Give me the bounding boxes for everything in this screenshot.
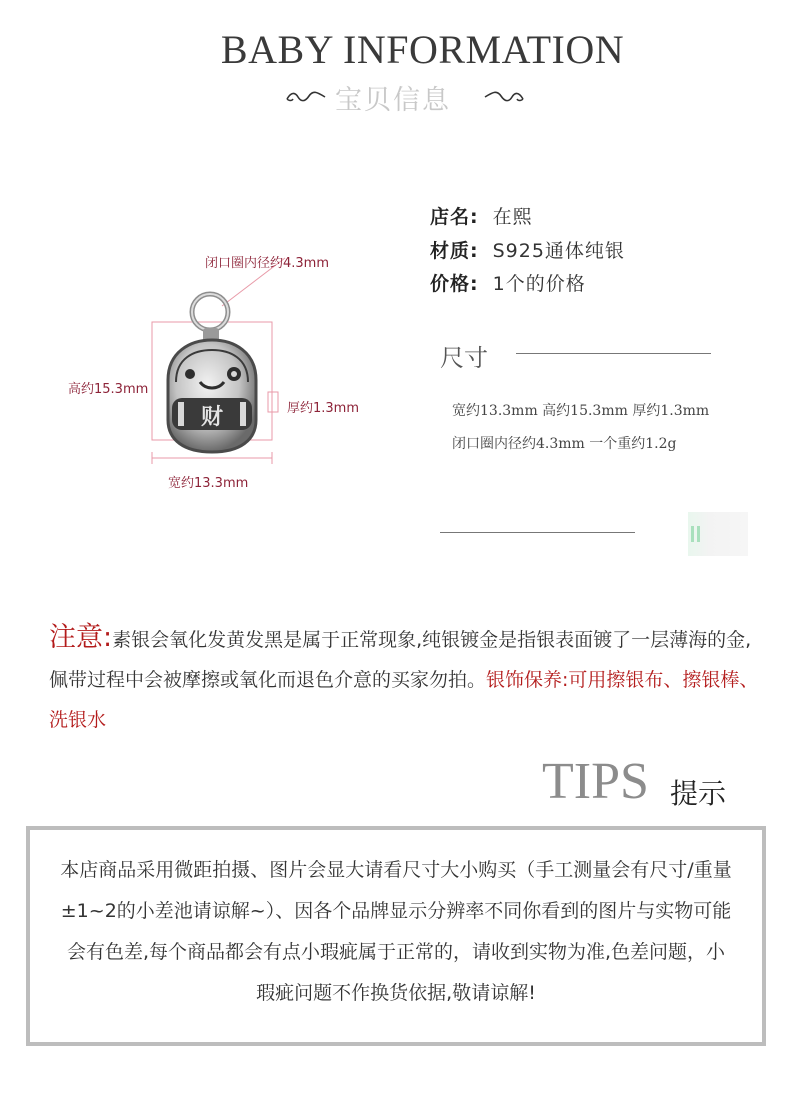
price-row <box>430 269 586 296</box>
shop-row <box>430 202 533 229</box>
ring-diameter-label: 闭口圈内径约4.3mm <box>205 256 330 271</box>
price-value: 1个的价格 <box>492 273 586 295</box>
material-value: S925通体纯银 <box>492 240 625 262</box>
tips-text: 本店商品采用微距拍摄、图片会显大请看尺寸大小购买（手工测量会有尺寸/重量±1~2的小差池请谅解~）、因各个品牌显示分辨率不同你看到的图片与实物可能会有色差,每个商品都会有点小瑕疵属于正常的，请收到实物为准,色差问题，小瑕疵问题不作换货依据,敬请谅解! <box>60 859 732 1004</box>
size-divider <box>516 353 711 354</box>
info-divider <box>440 532 635 533</box>
size-description: 宽约13.3mm 高约15.3mm 厚约1.3mm 闭口圈内径约4.3mm 一个重约1.2g <box>452 403 710 452</box>
care-note <box>49 618 761 740</box>
width-label: 宽约13.3mm <box>168 476 249 491</box>
thickness-label: 厚约1.3mm <box>287 401 360 416</box>
tips-title: TIPS <box>542 753 649 810</box>
shop-label: 店名: <box>430 206 479 228</box>
size-heading: 尺寸 <box>440 344 488 372</box>
page-subtitle: 宝贝信息 <box>335 85 451 116</box>
decorative-swatch <box>688 512 748 556</box>
note-body: 素银会氧化发黄发黑是属于正常现象,纯银镀金是指银表面镀了一层薄海的金,佩带过程中会被摩擦或氧化而退色介意的买家勿拍。 <box>49 629 752 691</box>
tips-subtitle: 提示 <box>670 777 727 810</box>
material-label: 材质: <box>430 240 479 262</box>
page-title: BABY INFORMATION <box>220 27 625 72</box>
price-label: 价格: <box>430 273 479 295</box>
note-title: 注意: <box>49 622 113 653</box>
height-label: 高约15.3mm <box>68 382 149 397</box>
shop-value: 在熙 <box>492 206 533 228</box>
pendant-character: 财 <box>200 405 224 430</box>
material-row <box>430 236 625 263</box>
tips-box <box>26 826 766 1046</box>
care-tips: 银饰保养:可用擦银布、擦银棒、洗银水 <box>49 669 759 731</box>
